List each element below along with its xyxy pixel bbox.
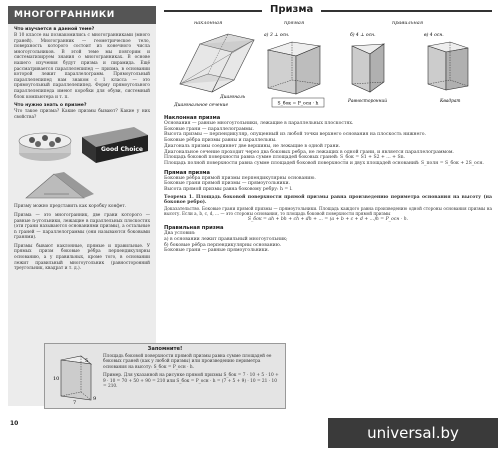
caption-right: прямая [284,20,305,26]
label-right-sub: a) 3 ⊥ осн. [264,33,290,38]
oblique-line-8: Площадь полной поверхности равна сумме площадей боковой поверхности и двух площадей оснований: S_полн = S_бок + 2S_осн. [164,160,484,166]
prism-figures [164,20,492,112]
toblerone-photo [14,172,150,202]
regular-prism-figures [344,30,490,110]
regular-line-4: Боковые грани — равные прямоугольники. [164,248,270,254]
page-title: Призма [262,4,321,15]
caption-oblique: наклонная [194,20,223,26]
oblique-line-1: Основания — равные многоугольники, лежащие в параллельных плоскостях. [164,121,354,126]
label-reg-sub-a: б) 4 ⊥ осн. [350,33,376,38]
sidebar-paragraph-3: Призму можно представить как коробку конфет. [14,204,127,210]
oblique-prism-figure [172,30,258,110]
oblique-line-4: Боковые рёбра призмы равны и параллельны. [164,138,277,144]
right-line-3: Высота прямой призмы равна боковому ребру: h = l. [164,187,293,193]
remember-box [44,343,286,409]
label-triangle-base: Равносторонний [348,99,387,104]
label-square-base: Квадрат [440,99,461,104]
section-regular-heading: Правильная призма [164,225,224,232]
remember-example: Пример. Для указанной на рисунке прямой призмы S_бок = 7 · 10 + 5 · 10 + 9 · 10 = 70 + 50 + 90 = 210 или S_бок = P_осн · h = (7 + 5 + 9) · 10 = 21 · 10 = 210. [103,373,279,390]
sidebar-question-2: Что нужно знать о призме? [14,103,87,109]
oblique-line-7: Площадь боковой поверхности равна сумме площадей боковых граней: S_бок = S1 + S2 + ... + Sn. [164,155,406,161]
gift-box-image [16,127,74,163]
theorem-proof: Доказательство. Боковые грани прямой призмы — прямоугольники. Площадь каждого равна произведению одной стороны основания призмы на высоту. Если a, b, c, d, ... — это стороны основания, то площадь боковой поверхности прямой призмы [164,206,492,217]
sidebar-title: МНОГОГРАННИКИ [8,6,156,24]
regular-line-3: б) боковые рёбра перпендикулярны основанию. [164,242,282,248]
section-right-heading: Прямая призма [164,169,210,176]
label-reg-sub-b: в) 4 осн. [424,33,444,38]
dim-side-a: 7 [73,400,77,406]
sidebar-question-1: Что изучается в данной теме? [14,27,95,32]
right-line-2: Боковые грани прямой призмы — прямоугольники. [164,181,290,187]
dim-height: 10 [53,376,60,382]
candy-photos [14,123,150,169]
title-rule [164,10,492,12]
oblique-line-2: Боковые грани — параллелограммы. [164,126,254,132]
label-diag-section: Диагональное сечение [174,103,229,108]
title-row [164,4,492,18]
lateral-area-formula: S_бок = ah + bh + ch + dh + ... = (a + b + c + d + ...)h = P_осн · h. [247,216,409,222]
remember-rule: Площадь боковой поверхности прямой призмы равна сумме площадей ее боковых граней (как у любой призмы) или произведению периметра основания на высоту: S_бок = P_осн · h. [103,354,272,370]
oblique-line-6: Диагональное сечение проходит через два боковых ребра, не лежащих в одной грани, и является параллелограммом. [164,149,454,155]
remember-title: Запомните! [147,346,183,352]
theorem-1: Теорема 1. Площадь боковой поверхности прямой призмы равна произведению периметра основания на высоту (на боковое ребро). [164,194,492,206]
right-line-1: Боковые рёбра прямой призмы перпендикулярны основанию. [164,175,316,181]
sidebar-prism-definition: Призма — это многогранник, две грани которого — равные n-угольники, лежащие в параллельных плоскостях (эти грани называются основаниями призмы), а остальные n граней — параллелограммы (они называются боковыми гранями). [14,212,150,241]
dim-side-c: 5 [85,358,89,364]
sidebar-prism-types: Призмы бывают наклонные, прямые и правильные. У прямых призм боковые рёбра перпендикулярны основанию, а у правильных, кроме того, в основании лежит правильный многоугольник (равносторонний треугольник, квадрат и т. д.). [14,243,150,272]
remember-text [103,354,281,389]
chocolate-box-image [78,123,152,165]
choco-brand-text: Good Choice [100,146,144,154]
label-diagonal: Диагональ [220,95,246,100]
example-prism-figure [51,354,101,406]
triangular-box-image [14,172,150,202]
regular-line-2: а) в основании лежит правильный многоугольник; [164,236,288,242]
label-lateral-formula: S_бок = P_осн · h [277,101,319,107]
oblique-line-5: Диагональ призмы соединяет две вершины, не лежащие в одной грани. [164,143,341,149]
sidebar-paragraph-1: В 10 классе вы познакомились с многогранниками (много граней). Многогранник — геометрическое тело, поверхность которого состоит из конечного числа многоугольников. В этой теме мы повторим и систематизируем знания о многогранниках. В основе нашего изучения будут призма и пирамида. Ещё рассматривается параллелепипед — призма, в основании которой лежит параллелограмм. Прямоугольный параллелепипед нам знаком с 1 класса — это прямоугольный параллелепипед. Форму прямоугольного параллелепипеда имеют коробки для обуви, системный блок компьютера и т. п. [14,33,150,100]
sidebar-paragraph-2: Что такое призма? Какие призмы бывают? Какие у них свойства? [14,109,150,120]
watermark: universal.by [328,418,498,448]
regular-line-1: Два условия: [164,231,196,237]
dim-side-b: 9 [93,396,97,402]
oblique-line-3: Высота призмы — перпендикуляр, опущенный из любой точки верхнего основания на плоскость нижнего. [164,132,426,138]
right-prism-figure [262,30,338,110]
caption-regular: правильная [392,20,424,26]
page-number: 10 [10,420,19,427]
section-oblique-heading: Наклонная призма [164,115,221,121]
